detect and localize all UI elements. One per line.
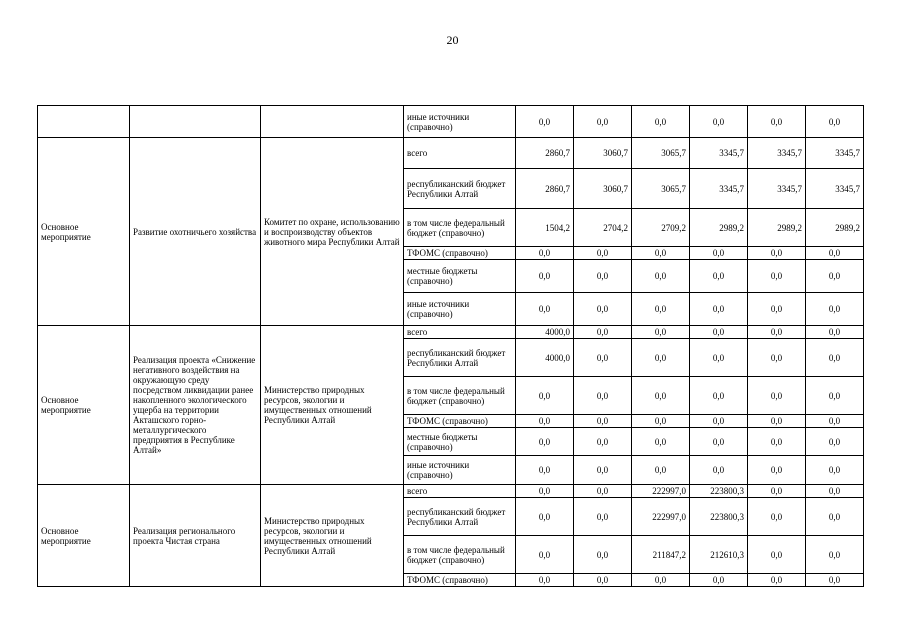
value-cell: 0,0 [690,106,748,138]
value-cell: 0,0 [574,377,632,415]
value-cell: 0,0 [516,377,574,415]
value-cell: 0,0 [806,326,864,339]
value-cell: 0,0 [632,326,690,339]
value-cell: 0,0 [574,293,632,326]
value-cell: 0,0 [632,415,690,428]
value-cell: 0,0 [748,485,806,498]
value-cell: 2704,2 [574,209,632,247]
source-cell: ТФОМС (справочно) [404,415,516,428]
value-cell: 0,0 [574,247,632,260]
value-cell: 222997,0 [632,485,690,498]
name-cell [130,106,261,138]
source-cell: всего [404,138,516,169]
value-cell: 0,0 [574,326,632,339]
source-cell: республиканский бюджет Республики Алтай [404,339,516,377]
value-cell: 3345,7 [748,169,806,209]
value-cell: 2989,2 [690,209,748,247]
value-cell: 0,0 [690,456,748,485]
page-number: 20 [446,33,459,47]
value-cell: 0,0 [806,536,864,574]
value-cell: 0,0 [516,498,574,536]
value-cell: 2989,2 [806,209,864,247]
value-cell: 0,0 [516,293,574,326]
source-cell: республиканский бюджет Республики Алтай [404,169,516,209]
source-cell: республиканский бюджет Республики Алтай [404,498,516,536]
value-cell: 0,0 [632,247,690,260]
value-cell: 0,0 [632,106,690,138]
category-cell: Основное мероприятие [38,485,130,587]
responsible-cell [261,106,404,138]
value-cell: 0,0 [574,574,632,587]
source-cell: ТФОМС (справочно) [404,247,516,260]
value-cell: 0,0 [632,377,690,415]
value-cell: 0,0 [748,293,806,326]
value-cell: 211847,2 [632,536,690,574]
value-cell: 0,0 [516,536,574,574]
responsible-cell: Комитет по охране, использованию и воспроизводству объектов животного мира Республики Алтай [261,138,404,326]
source-cell: иные источники (справочно) [404,293,516,326]
value-cell: 0,0 [806,574,864,587]
value-cell: 0,0 [748,498,806,536]
value-cell: 0,0 [690,293,748,326]
value-cell: 0,0 [516,106,574,138]
value-cell: 223800,3 [690,498,748,536]
source-cell: местные бюджеты (справочно) [404,428,516,456]
source-cell: в том числе федеральный бюджет (справочно) [404,536,516,574]
category-cell: Основное мероприятие [38,326,130,485]
source-cell: ТФОМС (справочно) [404,574,516,587]
value-cell: 0,0 [748,326,806,339]
category-cell: Основное мероприятие [38,138,130,326]
value-cell: 0,0 [806,415,864,428]
value-cell: 212610,3 [690,536,748,574]
value-cell: 0,0 [806,498,864,536]
value-cell: 0,0 [574,498,632,536]
value-cell: 0,0 [690,377,748,415]
value-cell: 0,0 [632,456,690,485]
source-cell: иные источники (справочно) [404,106,516,138]
value-cell: 4000,0 [516,339,574,377]
table-row [38,485,864,498]
value-cell: 0,0 [748,456,806,485]
value-cell: 0,0 [516,456,574,485]
value-cell: 0,0 [632,428,690,456]
value-cell: 0,0 [516,415,574,428]
table-row [38,326,864,339]
category-cell [38,106,130,138]
value-cell: 3065,7 [632,169,690,209]
table-row [38,138,864,169]
value-cell: 2860,7 [516,138,574,169]
activity-name-cell: Развитие охотничьего хозяйства [130,138,261,326]
value-cell: 3345,7 [748,138,806,169]
activity-name-cell: Реализация проекта «Снижение негативного воздействия на окружающую среду посредством ликвидации ранее накопленного экологического ущерба на территории Акташского горно-металлургического предприятия в Республике Алтай» [130,326,261,485]
value-cell: 0,0 [806,485,864,498]
value-cell: 223800,3 [690,485,748,498]
value-cell: 0,0 [748,339,806,377]
value-cell: 0,0 [806,377,864,415]
value-cell: 0,0 [806,247,864,260]
responsible-cell: Министерство природных ресурсов, экологии и имущественных отношений Республики Алтай [261,326,404,485]
value-cell: 0,0 [748,247,806,260]
value-cell: 0,0 [806,260,864,293]
value-cell: 0,0 [574,339,632,377]
value-cell: 0,0 [632,339,690,377]
value-cell: 0,0 [690,260,748,293]
value-cell: 3345,7 [806,138,864,169]
value-cell: 0,0 [806,293,864,326]
table-row [38,106,864,138]
value-cell: 0,0 [574,428,632,456]
value-cell: 3345,7 [806,169,864,209]
value-cell: 0,0 [806,106,864,138]
value-cell: 0,0 [632,574,690,587]
value-cell: 0,0 [516,260,574,293]
source-cell: местные бюджеты (справочно) [404,260,516,293]
value-cell: 0,0 [748,428,806,456]
value-cell: 3345,7 [690,169,748,209]
value-cell: 0,0 [748,574,806,587]
value-cell: 0,0 [632,293,690,326]
value-cell: 0,0 [748,415,806,428]
value-cell: 0,0 [690,247,748,260]
value-cell: 0,0 [516,247,574,260]
value-cell: 3060,7 [574,138,632,169]
value-cell: 0,0 [748,377,806,415]
value-cell: 0,0 [748,106,806,138]
value-cell: 0,0 [690,574,748,587]
source-cell: всего [404,485,516,498]
value-cell: 0,0 [806,428,864,456]
value-cell: 3060,7 [574,169,632,209]
value-cell: 0,0 [690,326,748,339]
value-cell: 2989,2 [748,209,806,247]
value-cell: 0,0 [574,260,632,293]
responsible-cell: Министерство природных ресурсов, экологии и имущественных отношений Республики Алтай [261,485,404,587]
value-cell: 0,0 [632,260,690,293]
value-cell: 0,0 [574,456,632,485]
value-cell: 2709,2 [632,209,690,247]
value-cell: 0,0 [806,339,864,377]
value-cell: 2860,7 [516,169,574,209]
value-cell: 0,0 [574,485,632,498]
value-cell: 0,0 [574,536,632,574]
value-cell: 0,0 [806,456,864,485]
value-cell: 0,0 [516,574,574,587]
budget-table [37,105,864,587]
source-cell: всего [404,326,516,339]
value-cell: 222997,0 [632,498,690,536]
value-cell: 0,0 [690,428,748,456]
source-cell: иные источники (справочно) [404,456,516,485]
value-cell: 0,0 [574,415,632,428]
value-cell: 0,0 [690,415,748,428]
value-cell: 0,0 [516,428,574,456]
value-cell: 0,0 [574,106,632,138]
value-cell: 0,0 [690,339,748,377]
value-cell: 3065,7 [632,138,690,169]
value-cell: 0,0 [748,536,806,574]
value-cell: 4000,0 [516,326,574,339]
value-cell: 1504,2 [516,209,574,247]
value-cell: 0,0 [748,260,806,293]
value-cell: 3345,7 [690,138,748,169]
activity-name-cell: Реализация регионального проекта Чистая страна [130,485,261,587]
value-cell: 0,0 [516,485,574,498]
source-cell: в том числе федеральный бюджет (справочно) [404,209,516,247]
source-cell: в том числе федеральный бюджет (справочно) [404,377,516,415]
